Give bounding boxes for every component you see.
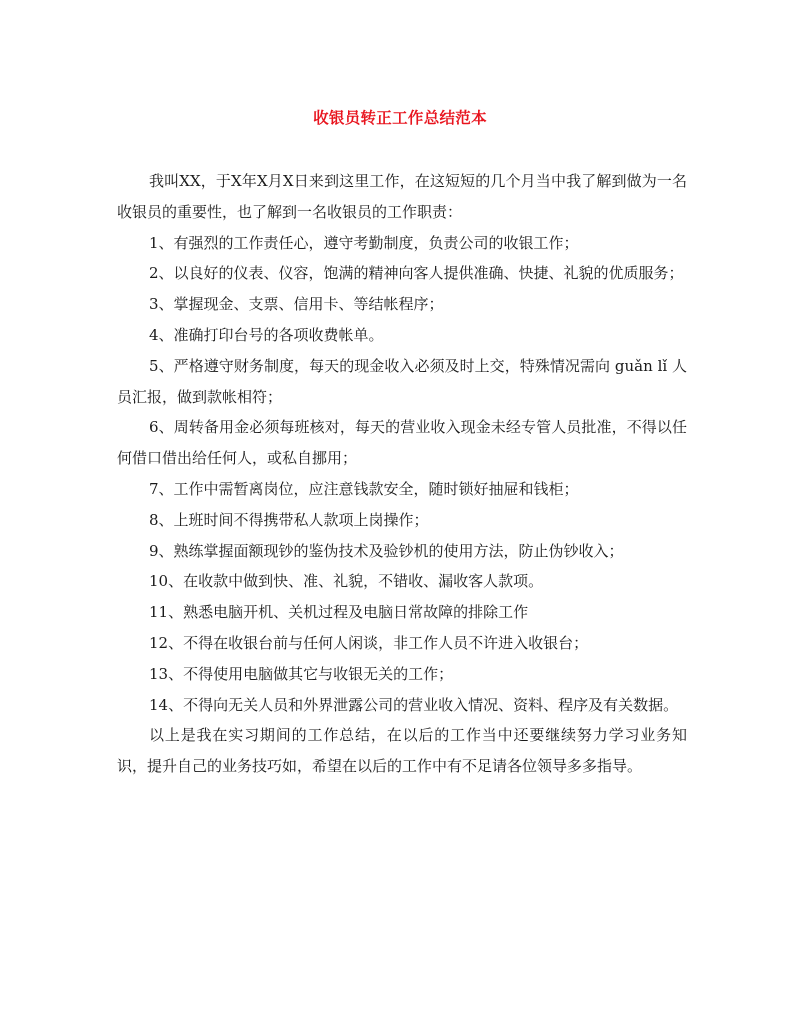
- list-item: 12、不得在收银台前与任何人闲谈，非工作人员不许进入收银台；: [149, 633, 589, 652]
- list-item: 8、上班时间不得携带私人款项上岗操作；: [149, 510, 429, 529]
- list-item: 3、掌握现金、支票、信用卡、等结帐程序；: [149, 295, 444, 314]
- list-item: 9、熟练掌握面额现钞的鉴伪技术及验钞机的使用方法，防止伪钞收入；: [149, 541, 624, 560]
- intro-paragraph: 我叫XX，于X年X月X日来到这里工作，在这短短的几个月当中我了解到做为一名收银员的重要性，也了解到一名收银员的工作职责：: [117, 172, 687, 221]
- conclusion-paragraph: 以上是我在实习期间的工作总结，在以后的工作当中还要继续努力学习业务知识，提升自己的业务技巧如，希望在以后的工作中有不足请各位领导多多指导。: [117, 726, 687, 776]
- document-body: [117, 166, 687, 782]
- list-item: 13、不得使用电脑做其它与收银无关的工作；: [149, 664, 454, 683]
- list-item: 10、在收款中做到快、准、礼貌，不错收、漏收客人款项。: [149, 572, 544, 591]
- list-item: 1、有强烈的工作责任心，遵守考勤制度，负责公司的收银工作；: [149, 233, 579, 252]
- list-item: 2、以良好的仪表、仪容，饱满的精神向客人提供准确、快捷、礼貌的优质服务；: [149, 264, 684, 283]
- document-title: 收银员转正工作总结范本: [313, 108, 487, 127]
- list-item: 6、周转备用金必须每班核对，每天的营业收入现金未经专管人员批准，不得以任何借口借出给任何人，或私自挪用；: [117, 418, 687, 468]
- list-item: 5、严格遵守财务制度，每天的现金收入必须及时上交，特殊情况需向 guǎn lǐ 人员汇报，做到款帐相符；: [117, 356, 687, 406]
- list-item: 14、不得向无关人员和外界泄露公司的营业收入情况、资料、程序及有关数据。: [149, 695, 679, 714]
- list-item: 11、熟悉电脑开机、关机过程及电脑日常故障的排除工作: [149, 603, 529, 622]
- list-item: 4、准确打印台号的各项收费帐单。: [149, 325, 384, 344]
- list-item: 7、工作中需暂离岗位，应注意钱款安全，随时锁好抽屉和钱柜；: [149, 479, 579, 498]
